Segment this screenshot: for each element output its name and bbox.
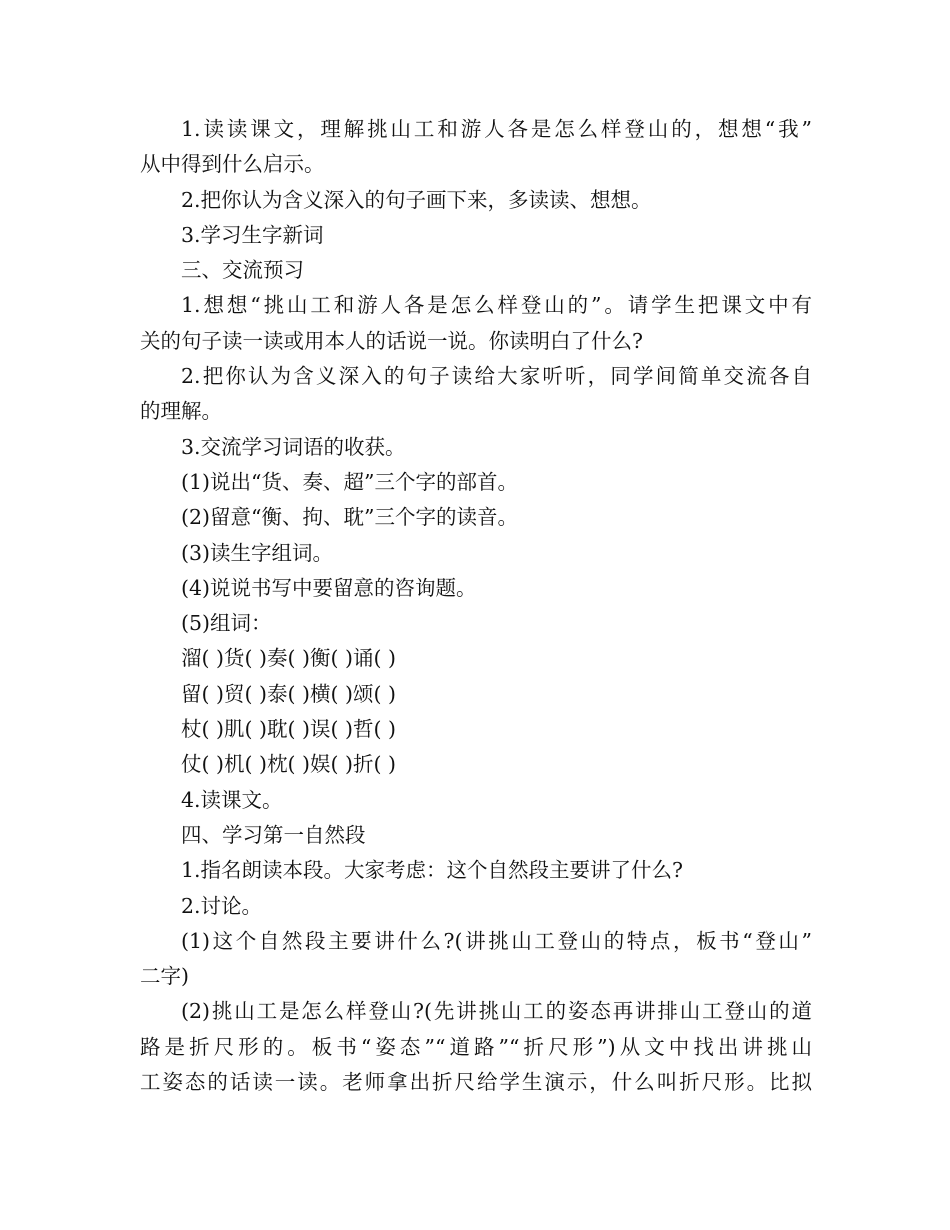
section-heading: 三、交流预习	[181, 258, 304, 283]
paragraph-line: 2.讨论。	[181, 893, 263, 918]
paragraph-line: (2)留意“衡、拘、耽”三个字的读音。	[181, 505, 518, 530]
paragraph-line: 的理解。	[140, 399, 222, 424]
section-heading: 四、学习第一自然段	[181, 822, 366, 847]
paragraph-line: (1)说出“货、奏、超”三个字的部首。	[181, 469, 518, 494]
paragraph-line: (5)组词：	[181, 611, 272, 636]
paragraph-line: 3.学习生字新词	[181, 222, 324, 247]
word-exercise-row: 仗( )机( )枕( )娱( )折( )	[181, 752, 397, 777]
paragraph-line: 工姿态的话读一读。老师拿出折尺给学生演示，什么叫折尺形。比拟	[140, 1070, 812, 1095]
paragraph-line: (2)挑山工是怎么样登山?(先讲挑山工的姿态再讲排山工登山的道	[181, 999, 812, 1024]
paragraph-line: 1.指名朗读本段。大家考虑：这个自然段主要讲了什么?	[181, 858, 684, 883]
paragraph-line: 3.交流学习词语的收获。	[181, 434, 406, 459]
paragraph-line: 关的句子读一读或用本人的话说一说。你读明白了什么?	[140, 328, 643, 353]
paragraph-line: 二字)	[140, 964, 189, 989]
word-exercise-row: 溜( )货( )奏( )衡( )诵( )	[181, 646, 397, 671]
word-exercise-row: 留( )贸( )泰( )横( )颂( )	[181, 681, 397, 706]
paragraph-line: 1.读读课文，理解挑山工和游人各是怎么样登山的，想想“我”	[181, 117, 812, 141]
document-body	[140, 112, 812, 1100]
word-exercise-row: 杖( )肌( )耽( )误( )哲( )	[181, 717, 397, 742]
paragraph-line: 4.读课文。	[181, 787, 283, 812]
paragraph-line: (3)读生字组词。	[181, 540, 334, 565]
paragraph-line: 1.想想“挑山工和游人各是怎么样登山的”。请学生把课文中有	[181, 293, 812, 318]
paragraph-line: (1)这个自然段主要讲什么?(讲挑山工登山的特点，板书“登山”	[181, 928, 812, 953]
paragraph-line: (4)说说书写中要留意的咨询题。	[181, 575, 477, 600]
paragraph-line: 路是折尺形的。板书“姿态”“道路”“折尺形”)从文中找出讲挑山	[140, 1034, 812, 1059]
paragraph-line: 2.把你认为含义深入的句子画下来，多读读、想想。	[181, 187, 652, 212]
paragraph-line: 从中得到什么启示。	[140, 152, 325, 177]
paragraph-line: 2.把你认为含义深入的句子读给大家听听，同学间简单交流各自	[181, 364, 812, 389]
